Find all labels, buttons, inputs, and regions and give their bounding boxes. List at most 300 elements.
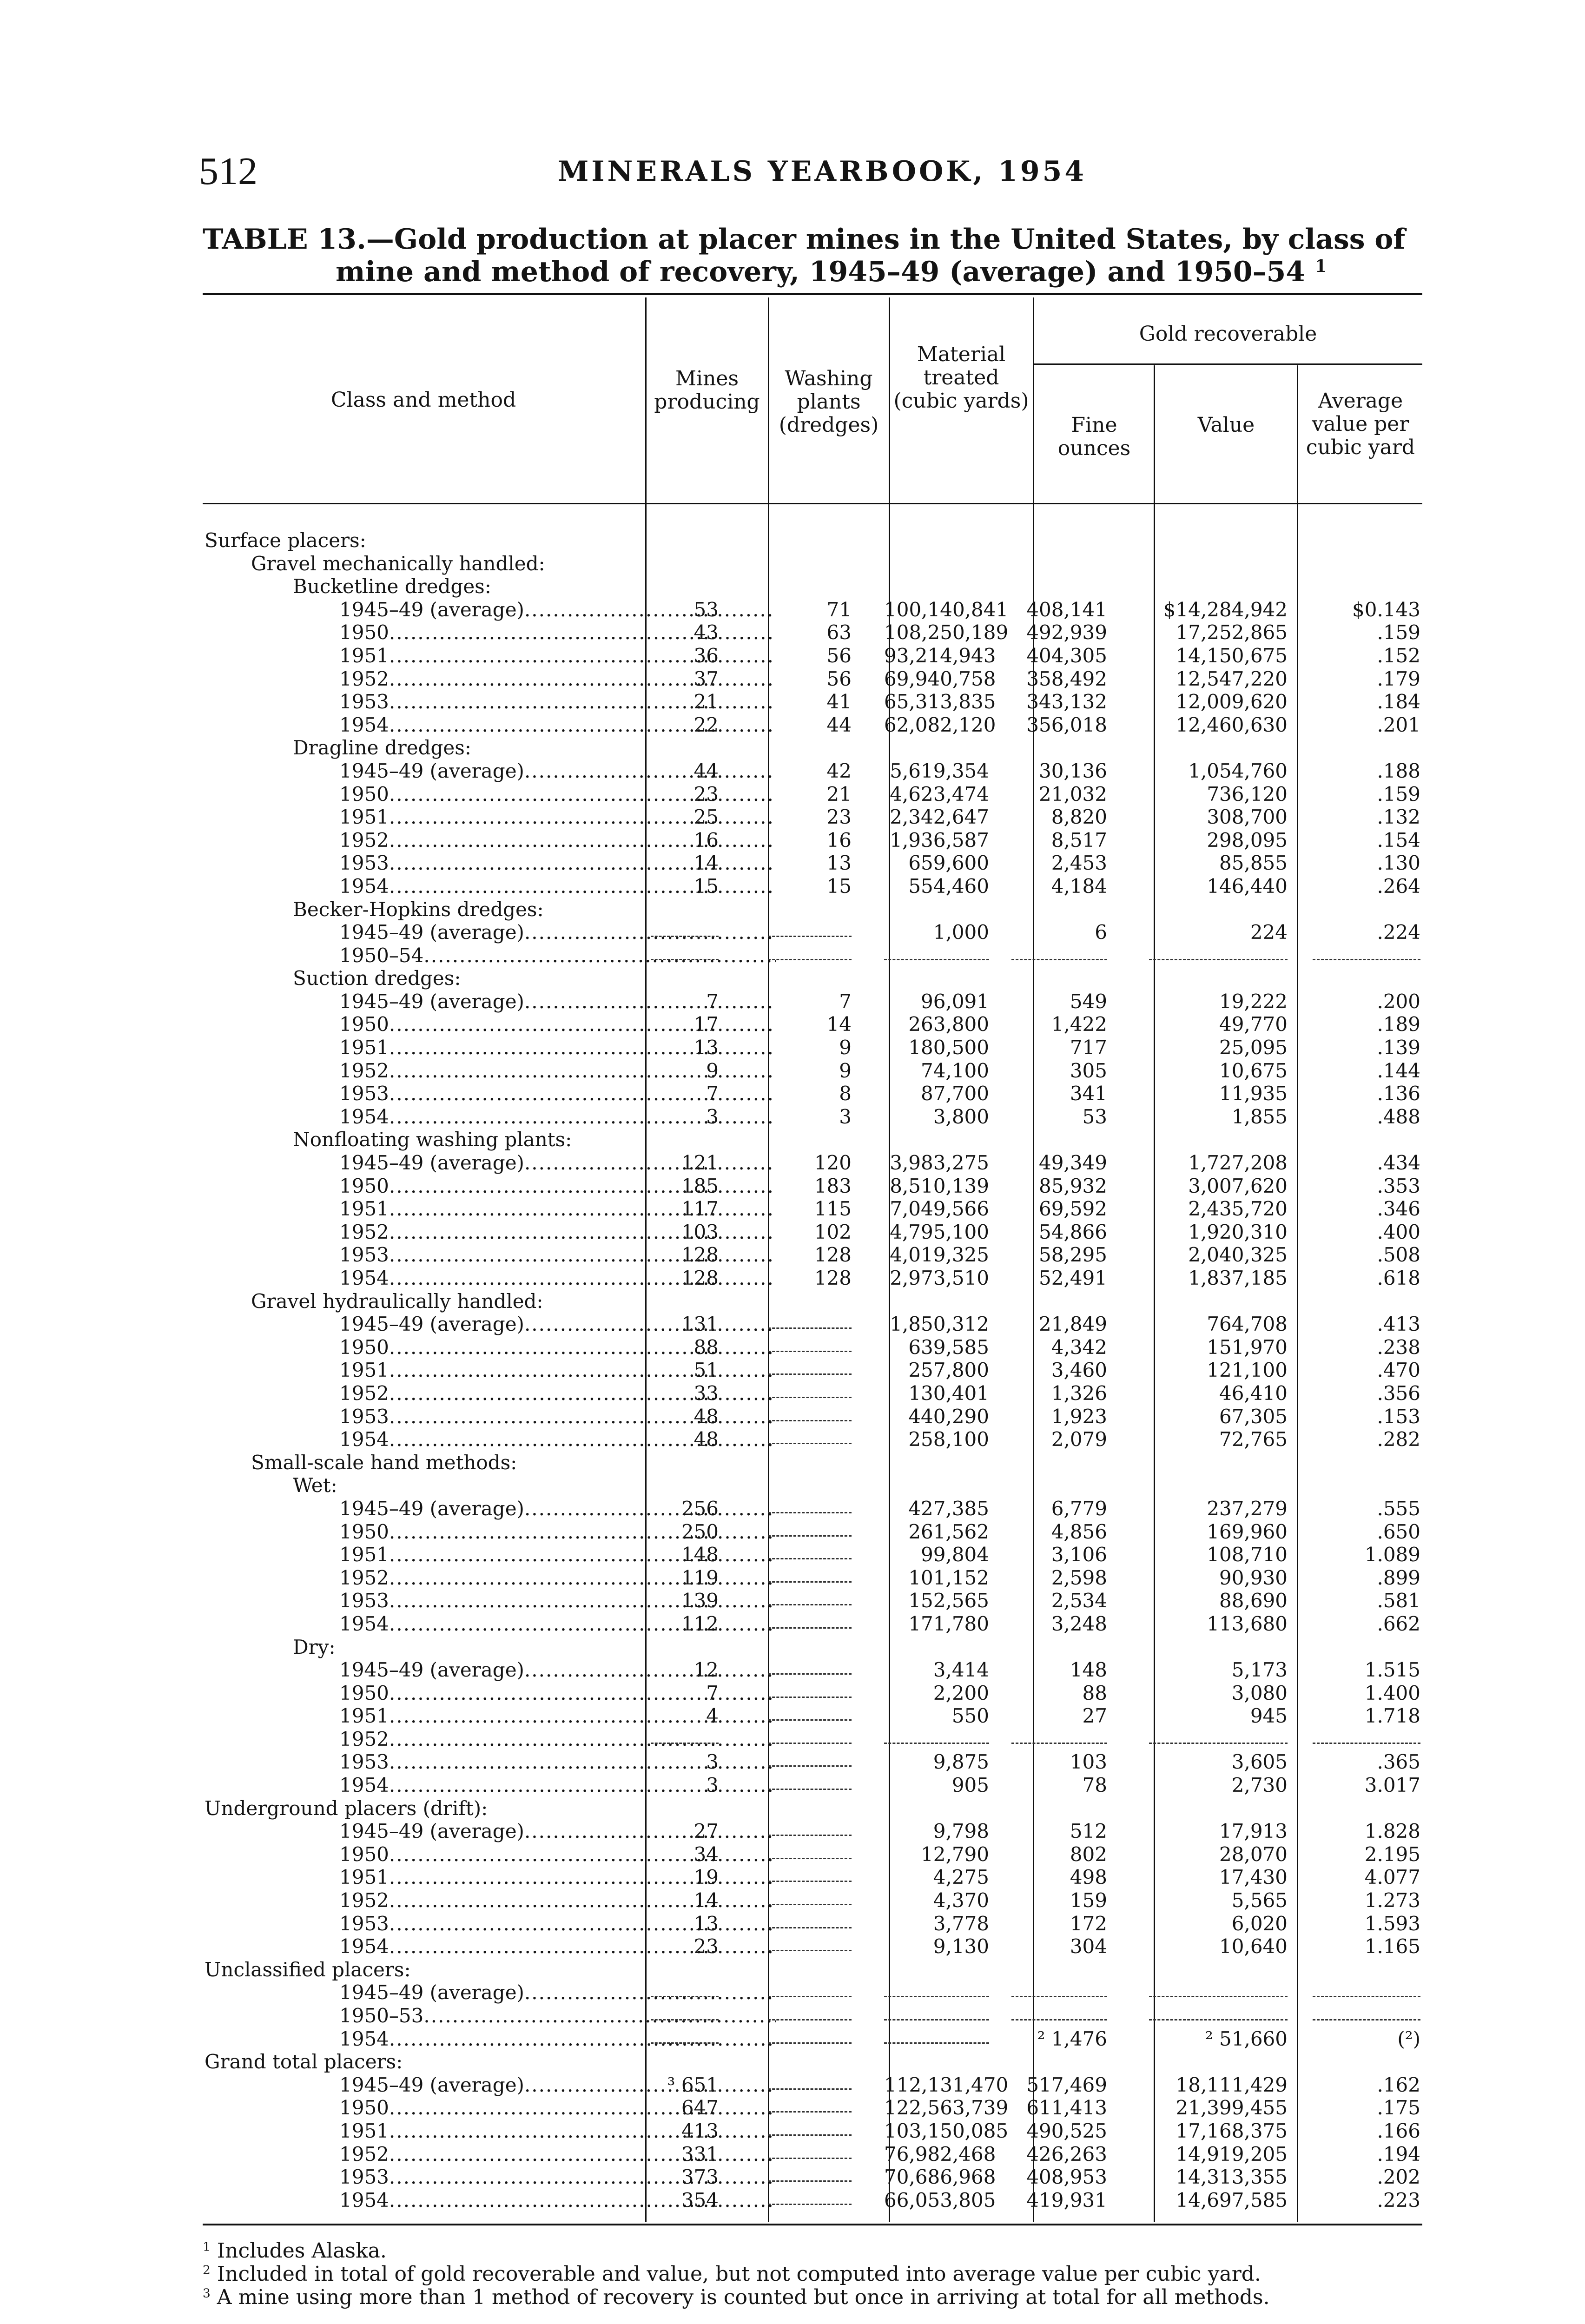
cell-plants (768, 2143, 852, 2159)
cell-material: 96,091 (921, 990, 989, 1013)
cell-ounces: 717 (1070, 1036, 1107, 1059)
row-label: 1952 ..... (205, 1382, 776, 1405)
cell-material: 93,214,943 (884, 644, 996, 667)
cell-avg: .179 (1377, 667, 1420, 690)
row-label: 1950–53 ..... (205, 2004, 776, 2027)
cell-value: 146,440 (1207, 874, 1288, 898)
cell-material: 554,460 (908, 874, 989, 898)
row-label: 1945–49 (average) ..... (205, 921, 776, 944)
cell-mines: 19 (693, 1866, 719, 1889)
cell-material: 3,778 (933, 1912, 989, 1935)
cell-material: 427,385 (908, 1497, 989, 1520)
cell-material: 263,800 (908, 1013, 989, 1036)
table-row (205, 713, 1422, 737)
row-label: 1953 ..... (205, 2166, 776, 2189)
cell-ounces (1011, 2004, 1107, 2020)
cell-material: 152,565 (908, 1589, 989, 1612)
cell-material: 112,131,470 (884, 2073, 1009, 2096)
cell-plants: 9 (839, 1036, 852, 1059)
title-footnote-ref: 1 (1315, 257, 1327, 277)
cell-ounces (1011, 1728, 1107, 1744)
cell-plants: 3 (839, 1105, 852, 1128)
cell-plants: 120 (814, 1151, 852, 1175)
table-row (205, 1520, 1422, 1544)
cell-plants: 23 (826, 805, 852, 829)
cell-ounces: 2,453 (1051, 852, 1107, 875)
row-label: 1952 ..... (205, 2143, 776, 2166)
cell-material: 122,563,739 (884, 2096, 1009, 2119)
table-title-line-1: TABLE 13.—Gold production at placer mines in the United States, by class of (203, 223, 1406, 256)
cell-avg: .201 (1377, 713, 1420, 736)
cell-value: 736,120 (1207, 782, 1288, 805)
table-row (205, 1935, 1422, 1958)
cell-avg: .154 (1377, 828, 1420, 852)
cell-mines: 121 (681, 1151, 719, 1175)
cell-mines: 131 (681, 1313, 719, 1336)
cell-material: 4,019,325 (890, 1243, 989, 1267)
cell-mines: 15 (693, 874, 719, 898)
cell-mines: 128 (681, 1267, 719, 1289)
cell-avg: (²) (1397, 2027, 1420, 2050)
cell-value: 14,150,675 (1176, 644, 1288, 667)
table-row (205, 1497, 1422, 1520)
cell-avg: .153 (1377, 1405, 1420, 1428)
cell-avg: 1.515 (1364, 1658, 1420, 1682)
table-row (205, 1405, 1422, 1428)
cell-avg: 3.017 (1364, 1774, 1420, 1797)
cell-value: 2,040,325 (1188, 1243, 1288, 1267)
cell-plants (768, 1658, 852, 1675)
cell-plants: 7 (839, 990, 852, 1013)
header-material-treated: Material treated (cubic yards) (893, 343, 1029, 413)
cell-plants: 128 (814, 1267, 852, 1289)
cell-plants: 42 (826, 759, 852, 782)
cell-mines: 185 (681, 1174, 719, 1197)
cell-ounces: 404,305 (1026, 644, 1107, 667)
table-row (205, 2189, 1422, 2212)
row-label: 1954 ..... (205, 1267, 776, 1290)
cell-avg: .650 (1377, 1520, 1420, 1543)
cell-material: 1,000 (933, 921, 989, 944)
cell-value: 25,095 (1219, 1036, 1288, 1059)
cell-value: 298,095 (1207, 828, 1288, 852)
header-gold-recoverable: Gold recoverable (1139, 322, 1317, 346)
cell-mines: 354 (681, 2188, 719, 2212)
row-label: 1953 ..... (205, 1243, 776, 1267)
cell-avg (1313, 1728, 1420, 1744)
cell-material: 550 (951, 1704, 989, 1728)
cell-material: 65,313,835 (884, 690, 996, 713)
table-row (205, 1750, 1422, 1774)
footnote (203, 2263, 1458, 2286)
cell-plants: 102 (814, 1220, 852, 1243)
row-label: 1951 ..... (205, 1359, 776, 1382)
table-row (205, 1059, 1422, 1083)
table-row (205, 1889, 1422, 1912)
row-label: Small-scale hand methods: (251, 1451, 517, 1474)
cell-avg: .223 (1377, 2188, 1420, 2212)
row-label: 1950 ..... (205, 1175, 776, 1198)
cell-value: 85,855 (1219, 852, 1288, 875)
cell-value: 17,430 (1219, 1866, 1288, 1889)
cell-material: 4,370 (933, 1889, 989, 1912)
cell-value: 1,727,208 (1188, 1151, 1288, 1175)
cell-plants (768, 1843, 852, 1859)
cell-avg: .238 (1377, 1335, 1420, 1359)
table-row (205, 1658, 1422, 1682)
cell-ounces: 2,534 (1051, 1589, 1107, 1612)
cell-material: 261,562 (908, 1520, 989, 1543)
cell-mines: 23 (693, 782, 719, 805)
cell-value: 17,168,375 (1176, 2119, 1288, 2142)
cell-avg: .152 (1377, 644, 1420, 667)
cell-plants (768, 1866, 852, 1882)
cell-plants (768, 1981, 852, 1997)
row-label: Suction dredges: (293, 967, 461, 990)
cell-plants (768, 2119, 852, 2136)
cell-plants (768, 1405, 852, 1421)
cell-value: 17,913 (1219, 1820, 1288, 1843)
cell-ounces: 1,923 (1051, 1405, 1107, 1428)
cell-avg: .194 (1377, 2142, 1420, 2166)
cell-avg: .184 (1377, 690, 1420, 713)
cell-value: 18,111,429 (1176, 2073, 1288, 2096)
table-row (205, 2027, 1422, 2051)
cell-material: 639,585 (908, 1335, 989, 1359)
cell-value: 3,080 (1231, 1681, 1288, 1704)
cell-mines: 21 (693, 690, 719, 713)
row-label: 1945–49 (average) ..... (205, 1497, 776, 1520)
footnote-text: Includes Alaska. (217, 2239, 387, 2263)
cell-avg: .282 (1377, 1428, 1420, 1451)
cell-value: ² 51,660 (1205, 2027, 1288, 2050)
table-row (205, 1958, 1422, 1981)
row-label: 1954 ..... (205, 713, 776, 737)
cell-value: 6,020 (1231, 1912, 1288, 1935)
cell-mines: 14 (693, 852, 719, 875)
cell-plants (768, 1912, 852, 1928)
cell-mines: 25 (693, 805, 719, 829)
cell-material: 87,700 (921, 1082, 989, 1105)
cell-mines (651, 2027, 719, 2044)
cell-mines: 103 (681, 1220, 719, 1243)
cell-value: 72,765 (1219, 1428, 1288, 1451)
table-row (205, 1866, 1422, 1889)
row-label: 1953 ..... (205, 852, 776, 875)
table-row (205, 990, 1422, 1013)
running-header (0, 149, 1585, 200)
cell-value: 11,935 (1219, 1082, 1288, 1105)
cell-mines: 331 (681, 2142, 719, 2166)
table-row (205, 1843, 1422, 1866)
cell-value: 17,252,865 (1176, 621, 1288, 644)
cell-mines: 373 (681, 2166, 719, 2189)
cell-mines: 12 (693, 1658, 719, 1682)
cell-ounces: 517,469 (1026, 2073, 1107, 2096)
cell-material: 62,082,120 (884, 713, 996, 736)
cell-plants: 183 (814, 1174, 852, 1197)
table-row (205, 2119, 1422, 2143)
row-label: 1945–49 (average) ..... (205, 2073, 776, 2097)
cell-plants (768, 1359, 852, 1375)
table-row (205, 1981, 1422, 2004)
cell-ounces: 6,779 (1051, 1497, 1107, 1520)
cell-ounces: 172 (1070, 1912, 1107, 1935)
row-label: 1952 ..... (205, 667, 776, 691)
cell-plants (768, 1497, 852, 1513)
row-label: Becker-Hopkins dredges: (293, 898, 544, 921)
table-row (205, 575, 1422, 598)
cell-avg (1313, 1981, 1420, 1997)
row-label: 1950 ..... (205, 1520, 776, 1544)
row-label: 1954 ..... (205, 1935, 776, 1958)
table-row (205, 875, 1422, 898)
table-row (205, 1566, 1422, 1590)
cell-avg: .899 (1377, 1566, 1420, 1589)
cell-ounces: 27 (1082, 1704, 1107, 1728)
cell-material: 100,140,841 (884, 598, 1009, 621)
table-row (205, 552, 1422, 575)
cell-avg: .162 (1377, 2073, 1420, 2096)
cell-material: 257,800 (908, 1359, 989, 1382)
cell-ounces: 490,525 (1026, 2119, 1107, 2142)
cell-ounces: 53 (1082, 1105, 1107, 1128)
cell-value: 169,960 (1207, 1520, 1288, 1543)
cell-mines: 37 (693, 667, 719, 690)
row-label: 1951 ..... (205, 2119, 776, 2143)
cell-material: 171,780 (908, 1612, 989, 1635)
cell-ounces: 1,326 (1051, 1381, 1107, 1405)
cell-material: 9,130 (933, 1935, 989, 1958)
footnotes (203, 2239, 1458, 2309)
cell-mines: 148 (681, 1543, 719, 1566)
cell-mines (651, 921, 719, 937)
cell-avg: .159 (1377, 782, 1420, 805)
cell-plants (768, 1589, 852, 1605)
row-label: 1945–49 (average) ..... (205, 990, 776, 1013)
cell-ounces: 426,263 (1026, 2142, 1107, 2166)
cell-avg: .264 (1377, 874, 1420, 898)
cell-material: 12,790 (921, 1842, 989, 1866)
table-row (205, 2143, 1422, 2166)
cell-mines (651, 2004, 719, 2020)
cell-avg: .346 (1377, 1197, 1420, 1221)
table-title-line-2: mine and method of recovery, 1945–49 (average) and 1950–54 $^1$ (336, 256, 1327, 288)
cell-material: 7,049,566 (890, 1197, 989, 1221)
row-label: Gravel hydraulically handled: (251, 1289, 543, 1313)
cell-material: 66,053,805 (884, 2188, 996, 2212)
table-row (205, 1589, 1422, 1612)
cell-ounces: 8,820 (1051, 805, 1107, 829)
table-row (205, 621, 1422, 644)
cell-mines: 7 (706, 1681, 719, 1704)
cell-ounces: 8,517 (1051, 828, 1107, 852)
cell-plants (768, 1336, 852, 1352)
row-label: 1953 ..... (205, 1912, 776, 1935)
cell-mines: 17 (693, 1013, 719, 1036)
row-label: 1945–49 (average) ..... (205, 1313, 776, 1336)
row-label: 1952 ..... (205, 1889, 776, 1912)
row-label: 1952 ..... (205, 1566, 776, 1590)
header-average-value: Average value per cubic yard (1306, 389, 1415, 459)
cell-value: 224 (1250, 921, 1288, 944)
cell-value: 1,920,310 (1188, 1220, 1288, 1243)
cell-material: 4,275 (933, 1866, 989, 1889)
footnote (203, 2239, 1458, 2263)
table-row (205, 1128, 1422, 1151)
cell-value: 14,313,355 (1176, 2166, 1288, 2189)
cell-avg: .188 (1377, 759, 1420, 782)
table-row (205, 1290, 1422, 1313)
cell-material: 1,850,312 (890, 1313, 989, 1336)
cell-mines: 43 (693, 621, 719, 644)
cell-mines: 88 (693, 1335, 719, 1359)
cell-avg: .175 (1377, 2096, 1420, 2119)
cell-material: 905 (951, 1774, 989, 1797)
cell-ounces: 1,422 (1051, 1013, 1107, 1036)
cell-ounces: 58,295 (1039, 1243, 1107, 1267)
cell-value: 108,710 (1207, 1543, 1288, 1566)
table-row (205, 829, 1422, 852)
cell-plants (768, 1682, 852, 1698)
footnote-mark: 1 (203, 2239, 211, 2254)
cell-plants: 56 (826, 667, 852, 690)
cell-mines: ³ 651 (667, 2073, 719, 2096)
row-label: 1950–54 ..... (205, 944, 776, 967)
cell-avg (1313, 944, 1420, 960)
table-row (205, 759, 1422, 783)
cell-value: 151,970 (1207, 1335, 1288, 1359)
cell-mines: 13 (693, 1912, 719, 1935)
row-label: 1952 ..... (205, 1221, 776, 1244)
table-row (205, 736, 1422, 759)
cell-avg: .618 (1377, 1267, 1420, 1289)
cell-value: 12,547,220 (1176, 667, 1288, 690)
table-row (205, 1612, 1422, 1636)
table-row (205, 2096, 1422, 2119)
cell-ounces: 408,141 (1026, 598, 1107, 621)
table-row (205, 1336, 1422, 1359)
cell-mines: 7 (706, 1082, 719, 1105)
row-label: 1952 ..... (205, 1728, 776, 1751)
row-label: 1950 ..... (205, 2096, 776, 2119)
cell-mines: 128 (681, 1243, 719, 1267)
cell-mines: 250 (681, 1520, 719, 1543)
cell-value: 21,399,455 (1176, 2096, 1288, 2119)
row-label: 1945–49 (average) ..... (205, 1151, 776, 1175)
cell-plants (768, 2073, 852, 2090)
row-label: 1950 ..... (205, 1682, 776, 1705)
cell-avg: .508 (1377, 1243, 1420, 1267)
cell-value: 121,100 (1207, 1359, 1288, 1382)
cell-value: 237,279 (1207, 1497, 1288, 1520)
cell-avg: .581 (1377, 1589, 1420, 1612)
table-row (205, 783, 1422, 806)
cell-value: 12,460,630 (1176, 713, 1288, 736)
table-row (205, 2050, 1422, 2073)
table-row (205, 1175, 1422, 1198)
cell-ounces: 419,931 (1026, 2188, 1107, 2212)
cell-plants: 44 (826, 713, 852, 736)
cell-mines: 44 (693, 759, 719, 782)
cell-value: 19,222 (1219, 990, 1288, 1013)
page-number: 512 (199, 150, 258, 193)
cell-ounces: 356,018 (1026, 713, 1107, 736)
row-label: 1950 ..... (205, 1336, 776, 1359)
table-row (205, 1636, 1422, 1659)
cell-material: 5,619,354 (890, 759, 989, 782)
footnote-text: A mine using more than 1 method of recovery is counted but once in arriving at total for all methods. (217, 2285, 1270, 2309)
table-row (205, 1359, 1422, 1382)
footnote-mark: 3 (203, 2286, 211, 2301)
cell-avg: .224 (1377, 921, 1420, 944)
cell-mines: 34 (693, 1842, 719, 1866)
cell-value: 2,435,720 (1188, 1197, 1288, 1221)
cell-plants (768, 2027, 852, 2044)
cell-value: 1,054,760 (1188, 759, 1288, 782)
cell-mines: 256 (681, 1497, 719, 1520)
table-row (205, 967, 1422, 990)
table-title (203, 223, 1420, 288)
table-row (205, 690, 1422, 713)
cell-mines: 22 (693, 713, 719, 736)
cell-plants: 41 (826, 690, 852, 713)
cell-avg: .662 (1377, 1612, 1420, 1635)
table-row (205, 1728, 1422, 1751)
cell-plants (768, 2004, 852, 2020)
cell-mines: 48 (693, 1405, 719, 1428)
cell-ounces: 498 (1070, 1866, 1107, 1889)
cell-ounces: ² 1,476 (1037, 2027, 1107, 2050)
row-label: 1951 ..... (205, 1866, 776, 1889)
cell-plants (768, 1520, 852, 1537)
cell-ounces: 304 (1070, 1935, 1107, 1958)
cell-plants (768, 1612, 852, 1629)
row-label: 1953 ..... (205, 1750, 776, 1774)
cell-value: 764,708 (1207, 1313, 1288, 1336)
cell-plants (768, 2166, 852, 2182)
cell-ounces: 408,953 (1026, 2166, 1107, 2189)
table-row (205, 852, 1422, 875)
cell-mines: 36 (693, 644, 719, 667)
row-label: 1952 ..... (205, 829, 776, 852)
cell-value: 14,697,585 (1176, 2188, 1288, 2212)
cell-plants: 56 (826, 644, 852, 667)
table-row (205, 1820, 1422, 1843)
top-rule (203, 293, 1422, 295)
bottom-rule (203, 2224, 1422, 2225)
cell-mines: 13 (693, 1036, 719, 1059)
cell-mines: 27 (693, 1820, 719, 1843)
row-label: Unclassified placers: (205, 1958, 411, 1981)
cell-material: 101,152 (908, 1566, 989, 1589)
table-row (205, 1382, 1422, 1405)
table-row (205, 898, 1422, 921)
cell-material: 659,600 (908, 852, 989, 875)
header-class-method: Class and method (330, 388, 516, 412)
row-label: Nonfloating washing plants: (293, 1128, 572, 1151)
table-row (205, 1082, 1422, 1105)
cell-ounces: 88 (1082, 1681, 1107, 1704)
row-label: 1951 ..... (205, 644, 776, 667)
cell-mines: 3 (706, 1750, 719, 1774)
cell-value: 46,410 (1219, 1381, 1288, 1405)
cell-mines (651, 1728, 719, 1744)
cell-material: 2,200 (933, 1681, 989, 1704)
cell-plants (768, 1820, 852, 1836)
cell-avg: .356 (1377, 1381, 1420, 1405)
table-row (205, 1797, 1422, 1820)
